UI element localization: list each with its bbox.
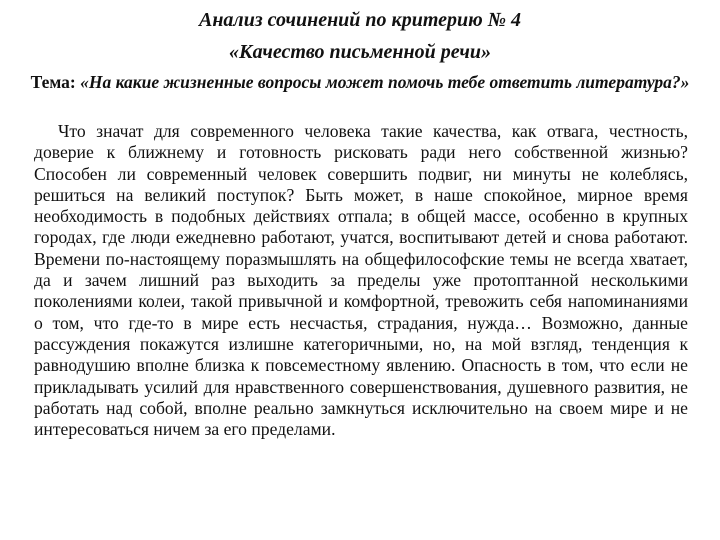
page-subtitle: «Качество письменной речи» xyxy=(229,41,491,63)
topic-label: Тема: xyxy=(30,72,76,92)
page-title: Анализ сочинений по критерию № 4 xyxy=(198,9,522,31)
essay-paragraph: Что значат для современного человека такие качества, как отвага, честность, доверие к ближнему и готовность рисковать ради него собственной жизнью? Способен ли современный человек совершить подвиг, ни минуты не колеблясь, решиться на великий поступок? Быть может, в наше спокойное, мирное время необходимость в подобных действиях отпала; в общей массе, особенно в крупных городах, где люди ежедневно работают, учатся, воспитывают детей и снова работают. Времени по-настоящему поразмышлять на общефилософские темы не всегда хватает, да и зачем лишний раз выходить за пределы уже протоптанной несколькими поколениями колеи, такой привычной и комфортной, тревожить себя напоминаниями о том, что где-то в мире есть несчастья, страдания, нужда… Возможно, данные рассуждения покажутся излишне категоричными, но, на мой взгляд, тенденция к равнодушию вполне близка к повсеместному явлению. Опасность в том, что если не прикладывать усилий для нравственного совершенствования, душевного развития, не работать над собой, вполне реально замкнуться исключительно на своем мире и не интересоваться ничем за его пределами. xyxy=(34,121,688,440)
topic-question: «На какие жизненные вопросы может помочь тебе ответить литература?» xyxy=(80,72,690,92)
topic-line xyxy=(0,72,720,93)
